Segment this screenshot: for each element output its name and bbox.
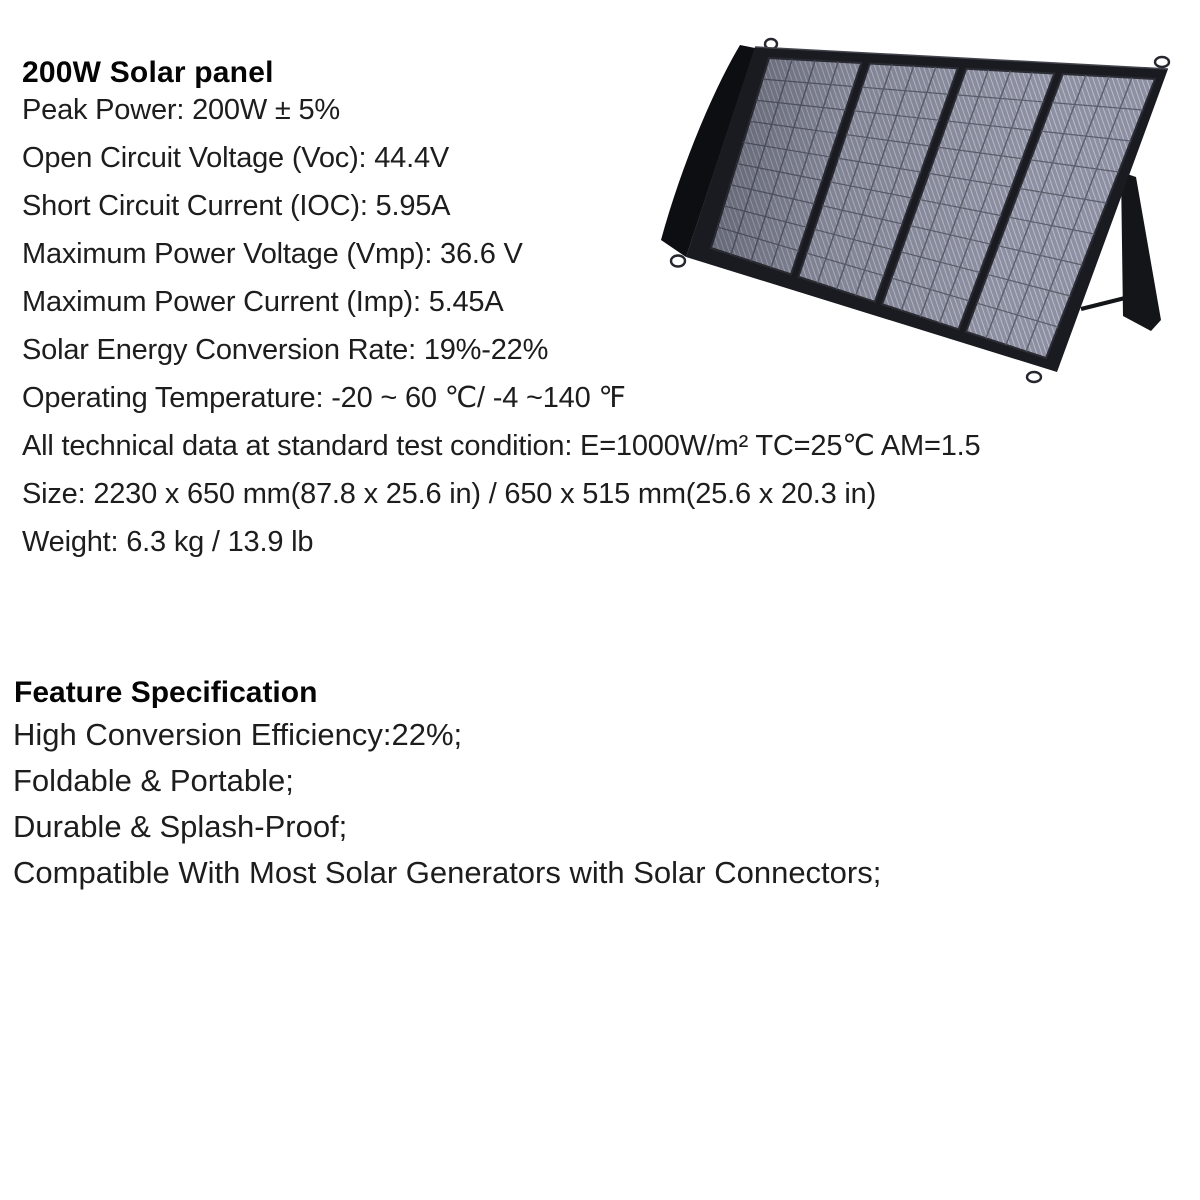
feature-line-durable: Durable & Splash-Proof; xyxy=(13,809,348,844)
solar-panel-image xyxy=(630,12,1190,404)
feature-line-compatible: Compatible With Most Solar Generators with Solar Connectors; xyxy=(13,855,882,890)
feature-list xyxy=(13,712,881,896)
spec-line-max-power-voltage: Maximum Power Voltage (Vmp): 36.6 V xyxy=(22,238,523,270)
spec-line-size: Size: 2230 x 650 mm(87.8 x 25.6 in) / 650 x 515 mm(25.6 x 20.3 in) xyxy=(22,478,877,510)
spec-line-open-circuit-voltage: Open Circuit Voltage (Voc): 44.4V xyxy=(22,142,450,174)
spec-line-peak-power: Peak Power: 200W ± 5% xyxy=(22,94,340,126)
feature-line-foldable: Foldable & Portable; xyxy=(13,763,294,798)
product-title: 200W Solar panel xyxy=(22,56,274,90)
spec-line-short-circuit-current: Short Circuit Current (IOC): 5.95A xyxy=(22,190,451,222)
spec-line-max-power-current: Maximum Power Current (Imp): 5.45A xyxy=(22,286,504,318)
spec-line-test-condition: All technical data at standard test condition: E=1000W/m² TC=25℃ AM=1.5 xyxy=(22,430,981,462)
spec-line-operating-temperature: Operating Temperature: -20 ~ 60 ℃/ -4 ~140 ℉ xyxy=(22,382,626,414)
spec-line-conversion-rate: Solar Energy Conversion Rate: 19%-22% xyxy=(22,334,549,366)
spec-line-weight: Weight: 6.3 kg / 13.9 lb xyxy=(22,526,314,558)
features-heading: Feature Specification xyxy=(14,675,318,709)
feature-line-efficiency: High Conversion Efficiency:22%; xyxy=(13,717,463,752)
